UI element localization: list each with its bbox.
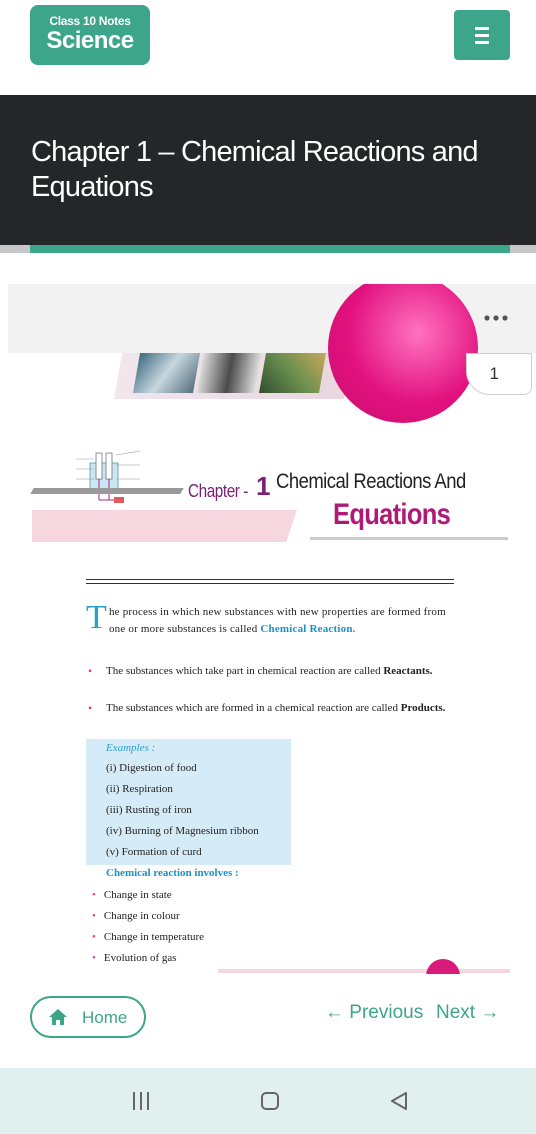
hamburger-menu-icon-line — [475, 41, 489, 44]
involves-item: Evolution of gas — [103, 952, 177, 964]
home-button[interactable] — [30, 996, 146, 1038]
example-item: (ii) Respiration — [106, 783, 173, 795]
involves-item: Change in colour — [103, 910, 180, 922]
chapter-label: Chapter - — [188, 481, 248, 501]
page-number-badge — [466, 353, 532, 395]
bullet-icon: • — [92, 931, 96, 943]
decorative-circle — [426, 959, 460, 974]
chapter-number: 1 — [256, 471, 271, 501]
logo-line2: Science — [46, 27, 134, 54]
pdf-viewer[interactable] — [8, 284, 536, 974]
title-bar — [0, 95, 536, 245]
bullet-icon: • — [92, 910, 96, 922]
list-item — [92, 952, 177, 964]
page-title: Chapter 1 – Chemical Reactions and Equations — [31, 136, 478, 203]
bullet-bold: Reactants. — [383, 665, 433, 677]
bullet-icon: • — [88, 701, 93, 715]
page-number: 1 — [489, 364, 499, 383]
involves-item: Change in temperature — [103, 931, 205, 943]
hamburger-menu-icon-line — [475, 34, 489, 37]
previous-link[interactable]: ← Previous — [325, 1002, 424, 1023]
system-nav-bar — [0, 1068, 536, 1134]
back-icon[interactable] — [388, 1090, 410, 1112]
hamburger-menu-icon — [475, 27, 489, 30]
dropcap: T — [86, 599, 107, 636]
intro-text: he process in which new substances with new properties are formed from one or more substances is called — [108, 606, 446, 635]
decorative-circle — [328, 284, 478, 423]
bullet-text: The substances which are formed in a chemical reaction are called — [106, 702, 401, 714]
recent-apps-icon[interactable] — [131, 1090, 151, 1112]
bullet-icon: • — [92, 889, 96, 901]
rule — [86, 579, 454, 580]
accent-divider — [30, 245, 510, 253]
decorative-line — [30, 488, 183, 494]
chapter-title-line1: Chemical Reactions And — [276, 470, 466, 493]
title-underline — [310, 537, 508, 540]
intro-paragraph — [86, 599, 458, 638]
rule — [86, 583, 454, 584]
footer-strip — [218, 969, 510, 973]
bullet-icon: • — [88, 664, 93, 678]
home-label: Home — [82, 1008, 128, 1027]
example-item: (v) Formation of curd — [106, 846, 202, 858]
chapter-title-line2: Equations — [333, 498, 451, 531]
bullet-bold: Products. — [400, 702, 446, 714]
involves-item: Change in state — [103, 889, 172, 901]
example-item: (iii) Rusting of iron — [106, 804, 192, 816]
site-logo[interactable] — [30, 5, 150, 65]
involves-heading: Chemical reaction involves : — [106, 867, 239, 879]
next-link[interactable]: Next → — [436, 1002, 500, 1023]
example-item: (i) Digestion of food — [106, 762, 197, 774]
list-item — [92, 910, 180, 922]
bullet-icon: • — [92, 952, 96, 964]
more-icon[interactable] — [478, 298, 514, 336]
home-icon — [49, 1009, 67, 1025]
banner-images — [114, 353, 352, 399]
home-nav-icon[interactable] — [259, 1090, 281, 1112]
electrolysis-diagram-icon — [68, 445, 158, 511]
menu-button[interactable] — [454, 10, 510, 60]
decorative-band — [32, 510, 297, 542]
example-item: (iv) Burning of Magnesium ribbon — [106, 825, 259, 837]
site-header — [0, 0, 536, 95]
examples-box — [86, 739, 291, 865]
examples-heading: Examples : — [106, 742, 156, 754]
logo-line1: Class 10 Notes — [49, 14, 131, 28]
list-item — [92, 931, 204, 943]
list-item — [92, 889, 172, 901]
bullet-text: The substances which take part in chemical reaction are called — [106, 665, 384, 677]
intro-highlight: Chemical Reaction. — [260, 623, 356, 635]
pdf-page — [8, 353, 536, 974]
